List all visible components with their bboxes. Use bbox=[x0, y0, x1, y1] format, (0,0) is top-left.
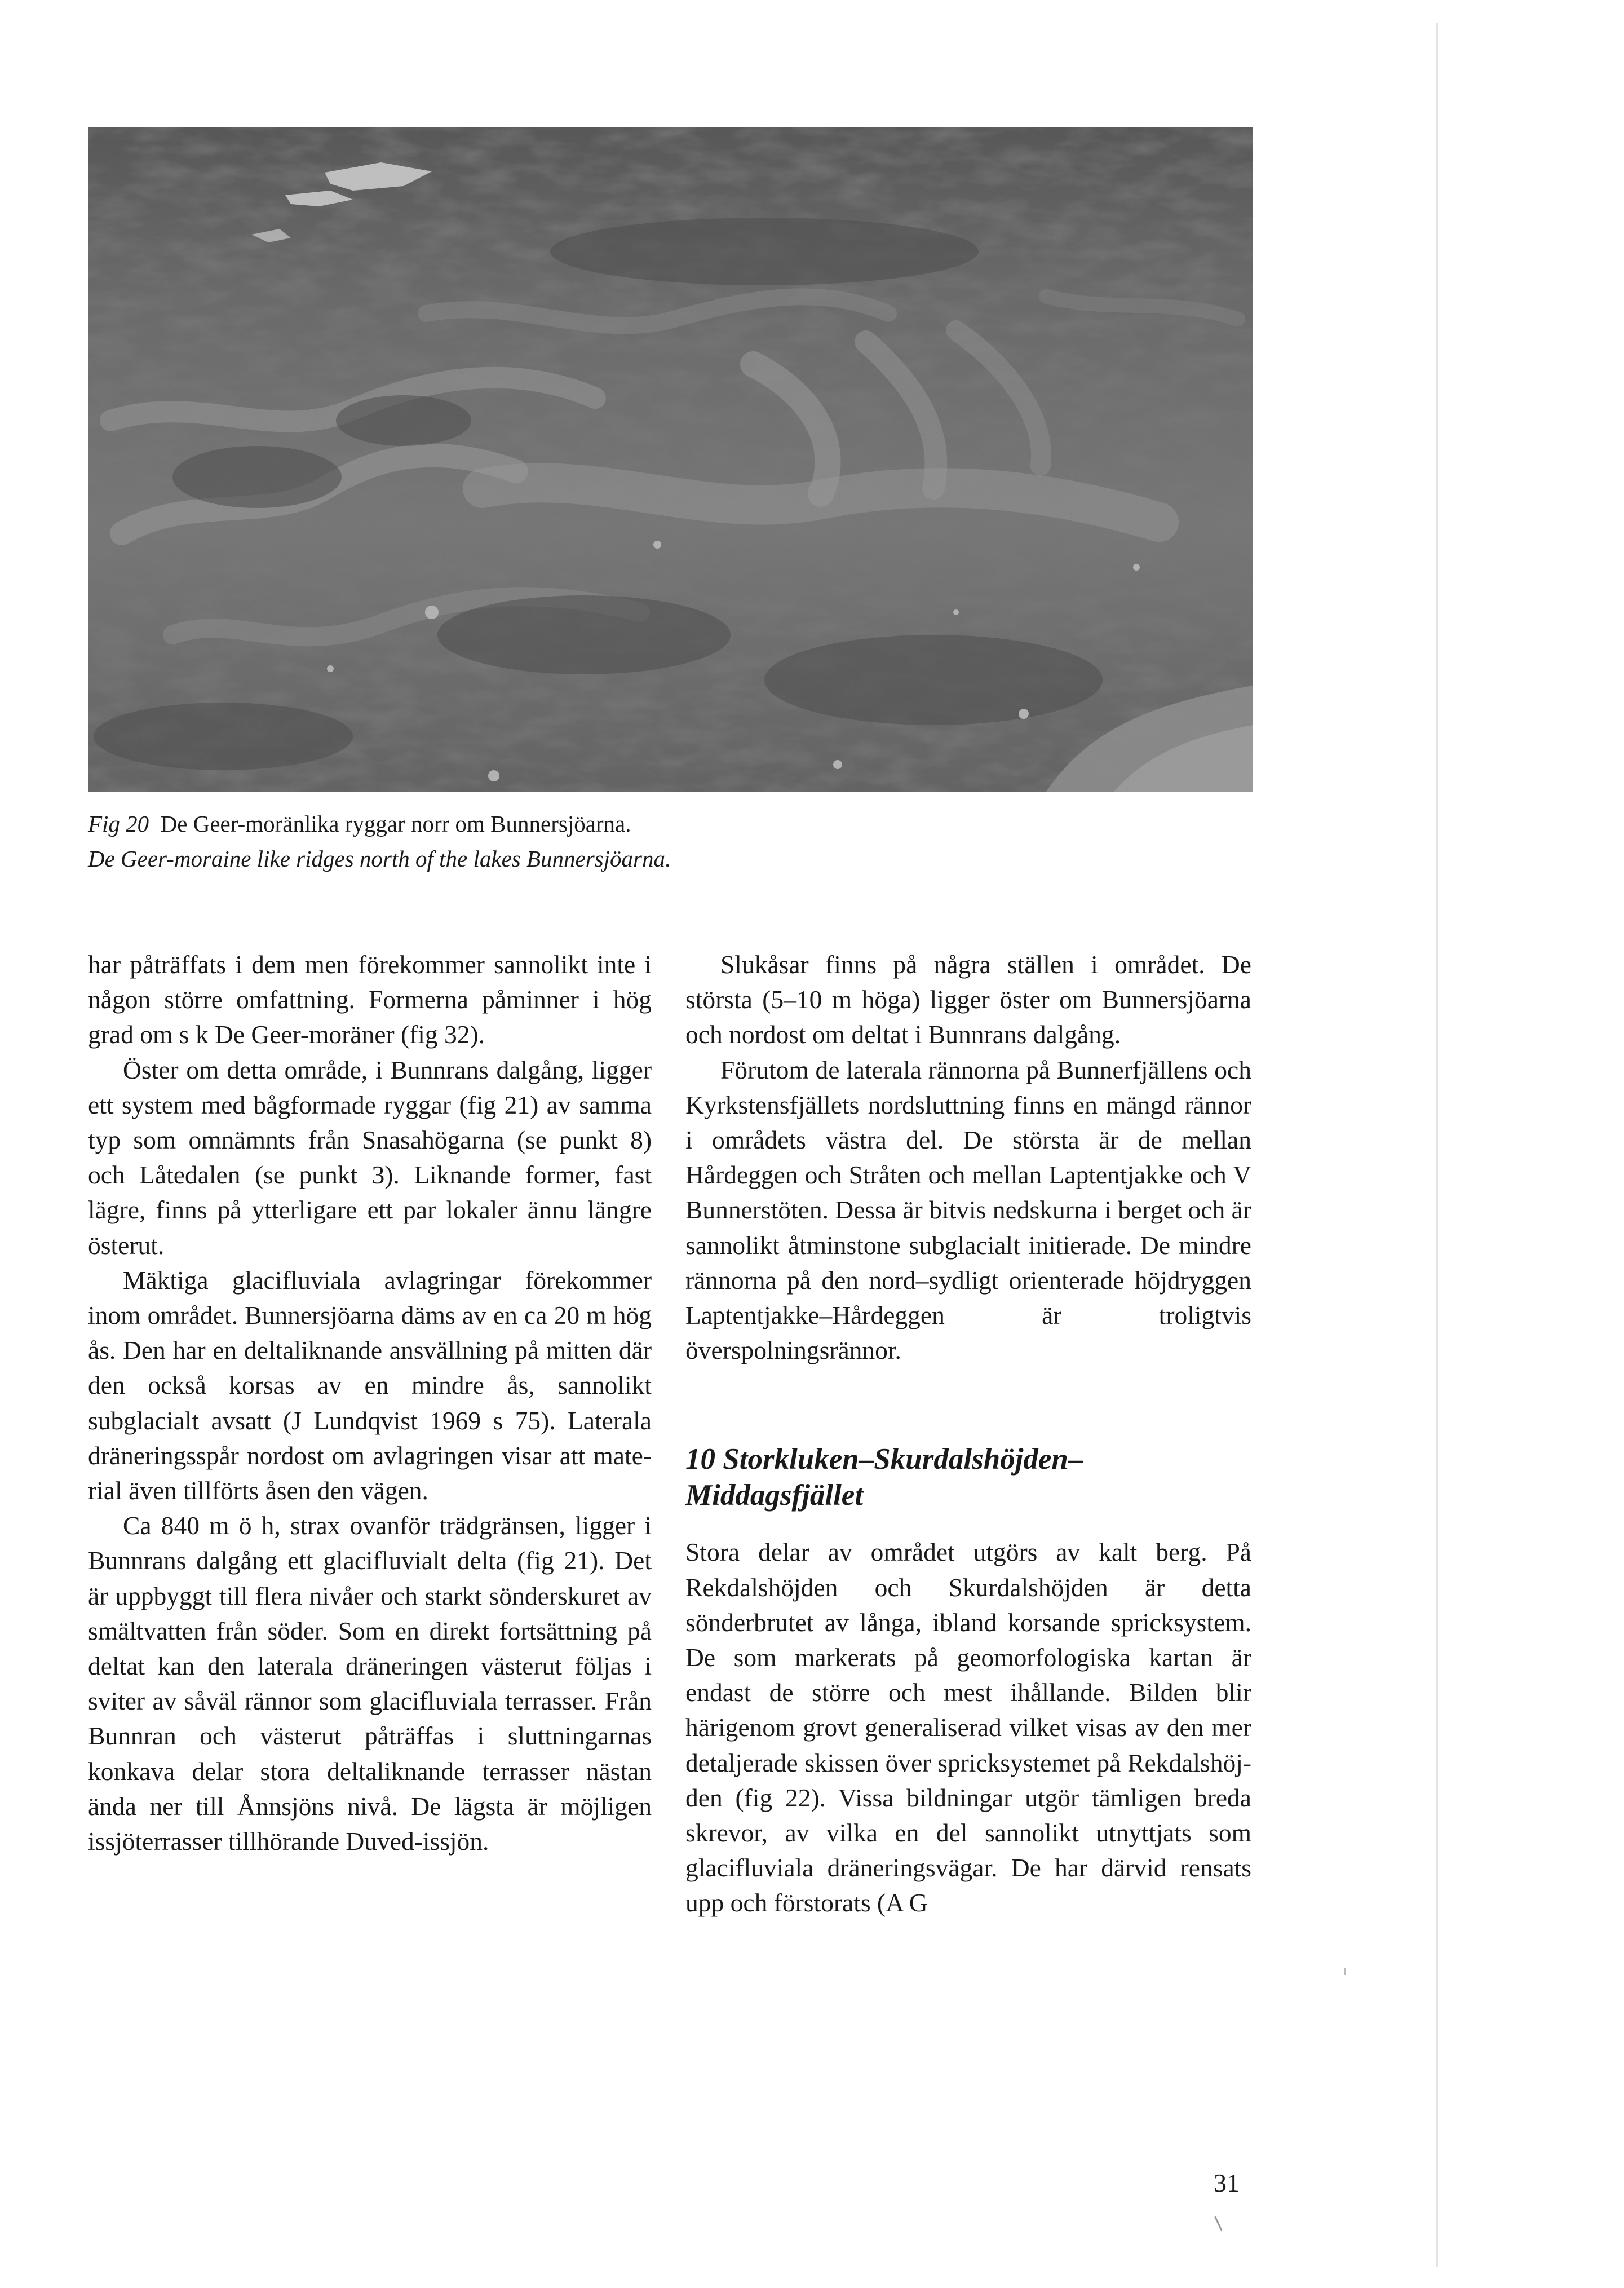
right-column bbox=[685, 947, 1251, 1921]
figure-caption bbox=[88, 806, 1328, 876]
caption-swedish bbox=[88, 811, 631, 837]
paragraph: Mäktiga glacifluviala avlagringar förekommer inom området. Bunnersjöarna däms av en ca 20 m hög ås. Den har en deltaliknande ansvällning på mitten där den också korsas av en mindre ås, sannolikt subglacialt avsatt (J Lundqvist 1969 s 75). Laterala dräneringsspår nordost om avlagringen visar att material även tillförts åsen den vägen. bbox=[88, 1265, 652, 1505]
paragraph: Förutom de laterala rännorna på Bunnerfjällens och Kyrkstensfjällets nordsluttning finns en mängd rännor i områdets västra del. De största är de mellan Hårdeggen och Stråten och mellan Laptentjakke och V Bunnerstöten. Dessa är bitvis nedskurna i berget och är sannolikt åtminstone subglacialt initierade. De mindre rännorna på den nord–sydligt orienterade höjdryggen Laptentjakke–Hårdeggen är troligtvis överspolningsrännor. bbox=[685, 1055, 1251, 1365]
paragraph: Stora delar av området utgörs av kalt berg. På Rekdalshöjden och Skurdalshöjden är detta sönderbrutet av långa, ibland korsande spricksystem. De som markerats på geomorfologiska kartan är endast de större och mest ihållande. Bilden blir härigenom grovt generaliserad vilket visas av den mer detaljerade skissen över spricksystemet på Rekdalshöjden (fig 22). Vissa bildningar utgör tämligen breda skrevor, av vilka en del sannolikt utnyttjats som glacifluviala dräneringsvägar. De har därvid rensats upp och förstorats (A G bbox=[685, 1538, 1251, 1918]
scan-edge-line bbox=[1436, 23, 1438, 2267]
scan-mark bbox=[1214, 2216, 1223, 2232]
page-number: 31 bbox=[1214, 2168, 1240, 2197]
caption-swedish-text: De Geer-moränlika ryggar norr om Bunnersjöarna. bbox=[160, 811, 631, 837]
left-column bbox=[88, 947, 652, 1859]
photo-illustration bbox=[88, 127, 1253, 792]
paragraph: Ca 840 m ö h, strax ovanför trädgränsen, ligger i Bunnrans dalgång ett glacifluvialt delta (fig 21). Det är uppbyggt till flera nivåer och starkt sönderskuret av smältvatten från söder. Som en direkt fortsättning på deltat kan den laterala dräneringen västerut följas i sviter av såväl rännor som glacifluviala terrasser. Från Bunnran och västerut påträffas i sluttningarnas konkava delar stora deltaliknande terrasser nästan ända ner till Ånnsjöns nivå. De lägsta är möjligen issjöterrasser tillhörande Duved-issjön. bbox=[88, 1511, 652, 1856]
scan-mark bbox=[1344, 1968, 1346, 1975]
paragraph: Öster om detta område, i Bunnrans dalgång, ligger ett system med bågformade ryggar (fig 21) av samma typ som omnämnts från Snasahögarna (se punkt 8) och Låtedalen (se punkt 3). Liknande former, fast lägre, finns på ytterligare ett par lokaler ännu längre österut. bbox=[88, 1055, 652, 1260]
paragraph: Slukåsar finns på några ställen i området. De största (5–10 m höga) ligger öster om Bunnersjöarna och nordost om deltat i Bunnrans dalgång. bbox=[685, 950, 1251, 1049]
paragraph: har påträffats i dem men förekommer sannolikt inte i någon större omfattning. Formerna påminner i hög grad om s k De Geer-moräner (fig 32). bbox=[88, 950, 652, 1049]
aerial-landscape-photo bbox=[88, 127, 1253, 792]
section-heading: 10 Storkluken–Skurdalshöjden–Middagsfjället bbox=[685, 1443, 1083, 1512]
caption-english: De Geer-moraine like ridges north of the lakes Bunnersjöarna. bbox=[88, 846, 671, 872]
figure-number: Fig 20 bbox=[88, 811, 149, 837]
